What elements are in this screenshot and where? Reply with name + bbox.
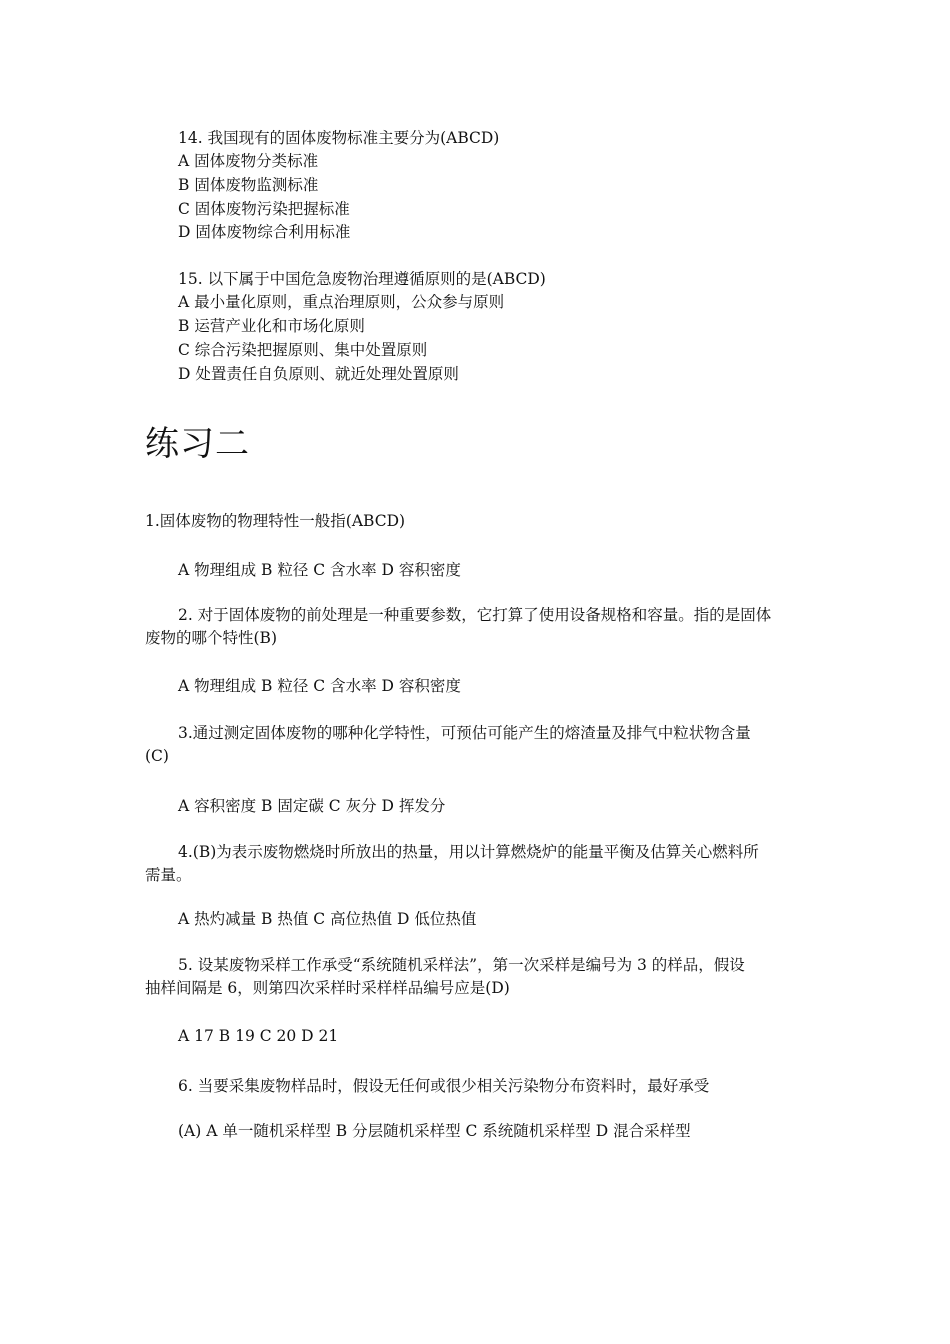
question-4-stem-line-1: 4.(B)为表示废物燃烧时所放出的热量，用以计算燃烧炉的能量平衡及估算关心燃料所 xyxy=(178,843,759,861)
question-14-option-a: A 固体废物分类标准 xyxy=(178,152,319,170)
question-3-options: A 容积密度 B 固定碳 C 灰分 D 挥发分 xyxy=(178,797,446,815)
question-15-stem: 15. 以下属于中国危急废物治理遵循原则的是(ABCD) xyxy=(178,270,546,288)
question-15-option-a: A 最小量化原则，重点治理原则，公众参与原则 xyxy=(178,293,505,311)
question-1-stem: 1.固体废物的物理特性一般指(ABCD) xyxy=(145,512,406,530)
question-3-stem-line-2: (C) xyxy=(145,747,169,765)
question-6-options: (A) A 单一随机采样型 B 分层随机采样型 C 系统随机采样型 D 混合采样型 xyxy=(178,1122,691,1140)
question-4-options: A 热灼减量 B 热值 C 高位热值 D 低位热值 xyxy=(178,910,477,928)
question-5-stem-line-1: 5. 设某废物采样工作承受“系统随机采样法”，第一次采样是编号为 3 的样品，假设 xyxy=(178,956,745,974)
question-4-stem-line-2: 需量。 xyxy=(145,866,192,884)
question-5-options: A 17 B 19 C 20 D 21 xyxy=(178,1027,339,1045)
question-15-option-d: D 处置责任自负原则、就近处理处置原则 xyxy=(178,365,459,383)
question-2-stem-line-2: 废物的哪个特性(B) xyxy=(145,629,277,647)
question-14-option-b: B 固体废物监测标准 xyxy=(178,176,319,194)
question-3-stem-line-1: 3.通过测定固体废物的哪种化学特性，可预估可能产生的熔渣量及排气中粒状物含量 xyxy=(178,724,751,742)
question-2-options: A 物理组成 B 粒径 C 含水率 D 容积密度 xyxy=(178,677,461,695)
section-heading: 练习二 xyxy=(145,424,250,464)
question-5-stem-line-2: 抽样间隔是 6，则第四次采样时采样样品编号应是(D) xyxy=(145,979,510,997)
question-14-option-d: D 固体废物综合利用标准 xyxy=(178,223,351,241)
question-14-stem: 14. 我国现有的固体废物标准主要分为(ABCD) xyxy=(178,129,500,147)
question-15-option-b: B 运营产业化和市场化原则 xyxy=(178,317,365,335)
question-14-option-c: C 固体废物污染把握标准 xyxy=(178,200,350,218)
question-15-option-c: C 综合污染把握原则、集中处置原则 xyxy=(178,341,428,359)
question-6-stem: 6. 当要采集废物样品时，假设无任何或很少相关污染物分布资料时，最好承受 xyxy=(178,1077,710,1095)
question-2-stem-line-1: 2. 对于固体废物的前处理是一种重要参数，它打算了使用设备规格和容量。指的是固体 xyxy=(178,606,772,624)
question-1-options: A 物理组成 B 粒径 C 含水率 D 容积密度 xyxy=(178,561,461,579)
